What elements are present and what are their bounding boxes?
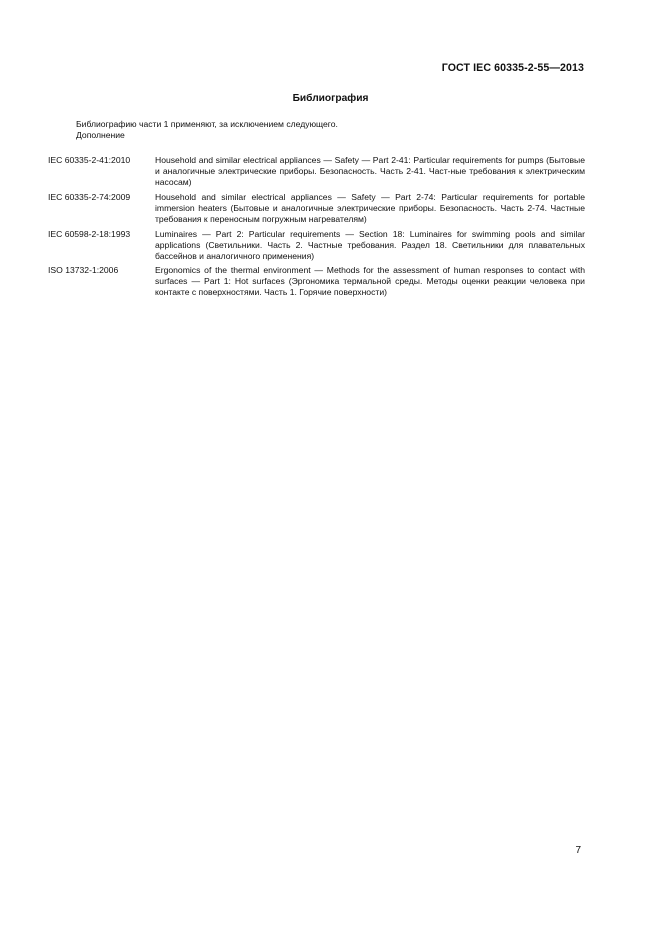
reference-code: ISO 13732-1:2006 [48,265,119,276]
reference-code: IEC 60598-2-18:1993 [48,228,131,239]
reference-item [48,192,585,225]
reference-text: Household and similar electrical appliances — Safety — Part 2-41: Particular requirements for pumps (Бытовые и аналогичные электрические приборы. Безопасность. Часть 2-41. Част-ные требования к электрическим насосам) [155,155,585,187]
reference-item [48,265,585,298]
page-title: Библиография [292,93,369,104]
reference-text: Luminaires — Part 2: Particular requirements — Section 18: Luminaires for swimming pools and similar applications (Светильники. Часть 2. Частные требования. Раздел 18. Светильники для плавательных бассейнов и аналогичного применения) [155,228,585,261]
page-number: 7 [575,845,581,856]
reference-code: IEC 60335-2-41:2010 [48,155,131,165]
reference-list [48,155,585,302]
reference-code: IEC 60335-2-74:2009 [48,191,131,202]
document-code-header: ГОСТ IEC 60335-2-55—2013 [441,62,584,74]
reference-text: Ergonomics of the thermal environment — Methods for the assessment of human responses to contact with surfaces — Part 1: Hot surfaces (Эргономика термальной среды. Методы оценки реакции человека при контакте с поверхностями. Часть 1. Горячие поверхности) [155,265,585,298]
reference-text: Household and similar electrical appliances — Safety — Part 2-74: Particular requirements for portable immersion heaters (Бытовые и аналогичные электрические приборы. Безопасность. Часть 2-74. Частные требования к переносным погружным нагревателям) [155,191,585,224]
reference-item [48,155,585,188]
intro-text [76,119,338,141]
intro-line-2: Дополнение [76,130,125,140]
reference-item [48,229,585,262]
intro-line-1: Библиографию части 1 применяют, за исключением следующего. [76,119,338,129]
